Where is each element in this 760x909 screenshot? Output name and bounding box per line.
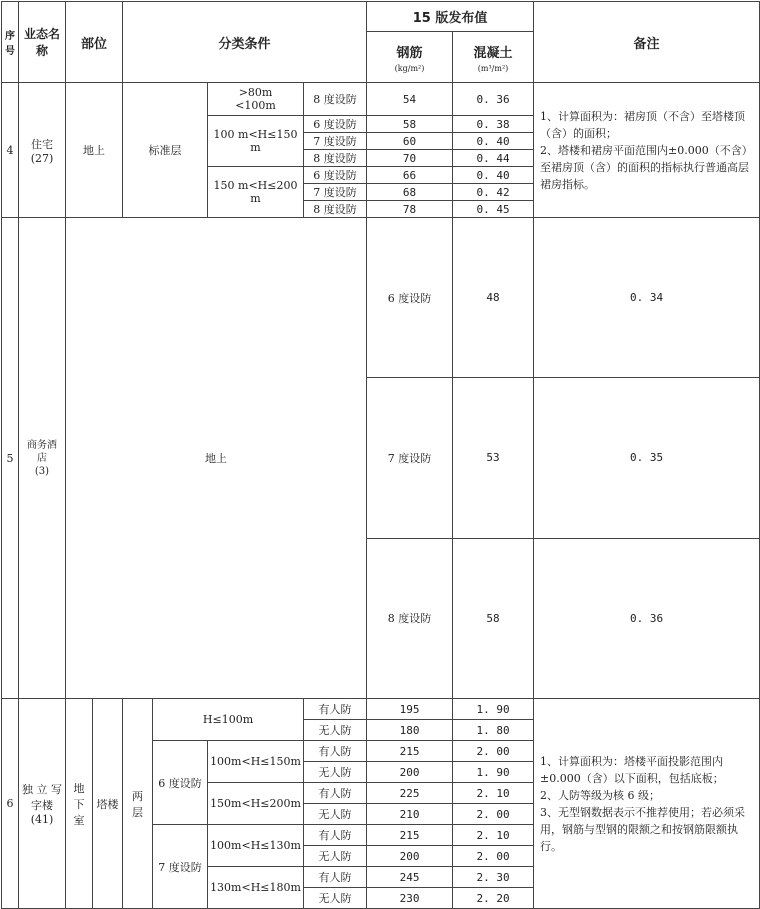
g6-row-defense: 有人防 [304,699,367,720]
g4-row-rebar: 68 [367,184,453,201]
g4-row-rebar: 54 [367,83,453,116]
g4-part: 地上 [66,83,123,218]
g4-seq: 4 [2,83,19,218]
g6-height-100: H≤100m [153,699,304,741]
header-type: 业态名称 [19,2,66,83]
g4-row-rebar: 66 [367,167,453,184]
g6-row-concrete: 2. 00 [453,846,534,867]
g4-row-rebar: 60 [367,133,453,150]
g6-row-concrete: 1. 90 [453,762,534,783]
g6-row-rebar: 195 [367,699,453,720]
g6-row-concrete: 2. 10 [453,825,534,846]
g6-row-concrete: 2. 10 [453,783,534,804]
g5-type: 商务酒 店 (3) [19,218,66,699]
header-rebar: 钢筋 (kg/m²) [367,32,453,83]
g6-height-180: 130m<H≤180m [208,867,304,909]
g6-row-rebar: 215 [367,825,453,846]
g4-row-deg: 6 度设防 [304,167,367,184]
g4-height-2: 100 m<H≤150 m [208,116,304,167]
g4-row-deg: 7 度设防 [304,184,367,201]
g6-row-concrete: 2. 00 [453,804,534,825]
g4-row-deg: 8 度设防 [304,150,367,167]
g6-row-rebar: 200 [367,846,453,867]
g6-height-130: 100m<H≤130m [208,825,304,867]
g6-row-rebar: 210 [367,804,453,825]
g6-row-defense: 有人防 [304,825,367,846]
g6-row-defense: 无人防 [304,762,367,783]
g6-row-rebar: 225 [367,783,453,804]
g4-row-concrete: 0. 38 [453,116,534,133]
g5-row-rebar: 58 [453,538,534,698]
g6-row-defense: 无人防 [304,846,367,867]
g4-height-3: 150 m<H≤200 m [208,167,304,218]
g4-row-deg: 6 度设防 [304,116,367,133]
g6-row-defense: 有人防 [304,783,367,804]
g6-row-rebar: 245 [367,867,453,888]
g4-row-concrete: 0. 36 [453,83,534,116]
g5-row-rebar: 53 [453,378,534,538]
g6-row-concrete: 2. 20 [453,888,534,909]
g6-type: 独 立 写 字楼 (41) [19,699,66,909]
g6-row-defense: 无人防 [304,888,367,909]
g4-remark: 1、计算面积为：裙房顶（不含）至塔楼顶（含）的面积； 2、塔楼和裙房平面范围内±0.000（不含）至裙房顶（含）的面积的指标执行普通高层裙房指标。 [534,83,760,218]
header-release: 15 版发布值 [367,2,534,32]
g6-tower: 塔楼 [93,699,123,909]
g5-row-concrete: 0. 34 [534,218,760,378]
g4-row-rebar: 78 [367,201,453,218]
g4-row-concrete: 0. 45 [453,201,534,218]
g6-row-concrete: 2. 00 [453,741,534,762]
g4-row-rebar: 70 [367,150,453,167]
g6-row-rebar: 200 [367,762,453,783]
g6-row-defense: 有人防 [304,867,367,888]
g4-row-concrete: 0. 40 [453,167,534,184]
quota-table [1,1,760,909]
g6-seq: 6 [2,699,19,909]
header-remark: 备注 [534,2,760,83]
g5-seq: 5 [2,218,19,699]
g6-row-defense: 有人防 [304,741,367,762]
g6-row-concrete: 2. 30 [453,867,534,888]
g4-row-concrete: 0. 40 [453,133,534,150]
header-condition: 分类条件 [123,2,367,83]
g4-row-concrete: 0. 44 [453,150,534,167]
g4-height-1: >80m <100m [208,83,304,116]
g6-row-defense: 无人防 [304,804,367,825]
g5-row-deg: 6 度设防 [367,218,453,378]
g5-part: 地上 [66,218,367,699]
g4-row-concrete: 0. 42 [453,184,534,201]
g4-row-deg: 8 度设防 [304,201,367,218]
g5-row-concrete: 0. 36 [534,538,760,698]
header-concrete: 混凝土 (m³/m²) [453,32,534,83]
g6-part: 地 下 室 [66,699,93,909]
g6-row-rebar: 215 [367,741,453,762]
g6-row-defense: 无人防 [304,720,367,741]
g6-row-rebar: 180 [367,720,453,741]
g6-row-rebar: 230 [367,888,453,909]
g6-deg-7: 7 度设防 [153,825,208,909]
g6-row-concrete: 1. 90 [453,699,534,720]
g4-condition: 标准层 [123,83,208,218]
g4-type: 住宅 (27) [19,83,66,218]
g4-row-rebar: 58 [367,116,453,133]
g5-row-deg: 8 度设防 [367,538,453,698]
g4-row-deg: 8 度设防 [304,83,367,116]
g5-row-concrete: 0. 35 [534,378,760,538]
g5-row-deg: 7 度设防 [367,378,453,538]
g6-row-concrete: 1. 80 [453,720,534,741]
g4-row-deg: 7 度设防 [304,133,367,150]
g6-remark: 1、计算面积为：塔楼平面投影范围内±0.000（含）以下面积，包括底板； 2、人防等级为核 6 级； 3、无型钢数据表示不推荐使用；若必须采用，钢筋与型钢的限额之和按钢筋限额执行。 [534,699,760,909]
header-seq: 序号 [2,2,19,83]
g6-height-150: 100m<H≤150m [208,741,304,783]
header-part: 部位 [66,2,123,83]
g6-deg-6: 6 度设防 [153,741,208,825]
g6-height-200: 150m<H≤200m [208,783,304,825]
g5-row-rebar: 48 [453,218,534,378]
g6-two-floors: 两 层 [123,699,153,909]
